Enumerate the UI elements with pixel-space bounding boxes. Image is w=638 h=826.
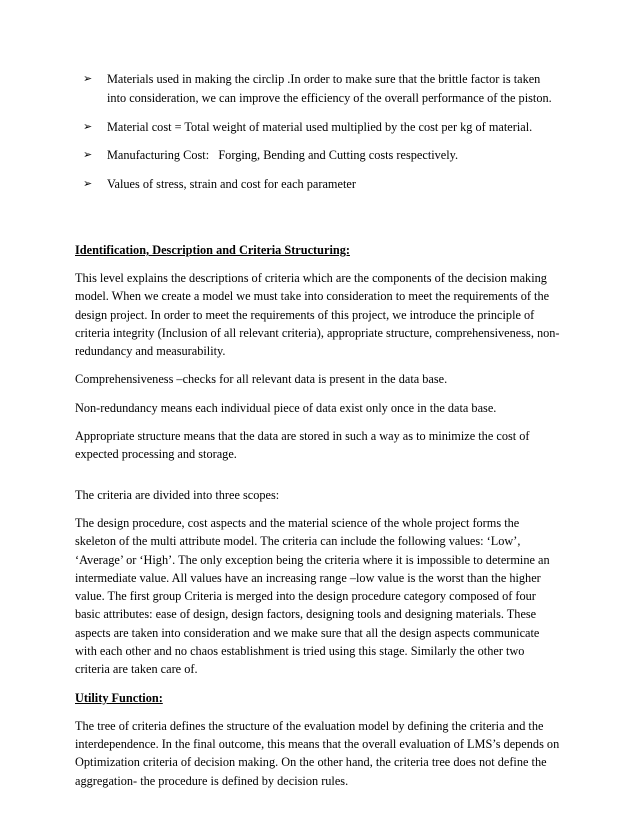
- paragraph-appropriate-structure: Appropriate structure means that the data are stored in such a way as to minimize the cost of expected processing and storage.: [75, 429, 530, 462]
- list-item: [82, 175, 552, 194]
- arrow-bullet-icon: ➢: [83, 120, 93, 133]
- arrow-bullet-icon: ➢: [83, 73, 93, 85]
- bullet-text: Materials used in making the circlip .In order to make sure that the brittle factor is taken into consideration, we can improve the efficiency of the overall performance of the piston.: [107, 72, 552, 105]
- bullet-text: Material cost = Total weight of material used multiplied by the cost per kg of material.: [107, 119, 533, 134]
- paragraph-scopes-intro: The criteria are divided into three scopes:: [75, 487, 280, 502]
- arrow-bullet-icon: ➢: [83, 149, 93, 161]
- section-heading-utility-function: Utility Function:: [75, 690, 163, 705]
- paragraph-comprehensiveness: Comprehensiveness –checks for all relevant data is present in the data base.: [75, 372, 448, 387]
- bullet-list: [82, 70, 552, 203]
- bullet-text: Values of stress, strain and cost for each parameter: [107, 176, 356, 191]
- bullet-text: Manufacturing Cost: Forging, Bending and Cutting costs respectively.: [107, 148, 459, 162]
- paragraph-scopes: The design procedure, cost aspects and the material science of the whole project forms the skeleton of the multi attribute model. The criteria can include the following values: ‘Low’, ‘Average’ or ‘High’. The only exception being the criteria where it is impossible to determine an intermediate value. All values have an increasing range –low value is the worst than the higher value. The first group Criteria is merged into the design procedure category composed of four basic attributes: ease of design, design factors, designing tools and designing materials. These aspects are taken into consideration and we make sure that all the design aspects communicate with each other and no chaos establishment is tried using this stage. Similarly the other two criteria are taken care of.: [75, 515, 550, 677]
- section-heading-identification: Identification, Description and Criteria Structuring:: [75, 243, 350, 257]
- list-item: [82, 118, 552, 137]
- spacer: [75, 474, 561, 486]
- list-item: [82, 70, 552, 108]
- arrow-bullet-icon: ➢: [83, 177, 93, 190]
- list-item: [82, 146, 552, 165]
- paragraph-non-redundancy: Non-redundancy means each individual piece of data exist only once in the data base.: [75, 400, 497, 415]
- paragraph-utility-function: The tree of criteria defines the structure of the evaluation model by defining the criteria and the interdependence. In the final outcome, this means that the overall evaluation of LMS’s depends on Optimization criteria of decision making. On the other hand, the criteria tree does not define the aggregation- the procedure is defined by decision rules.: [75, 718, 560, 788]
- paragraph-level-description: This level explains the descriptions of criteria which are the components of the decision making model. When we create a model we must take into consideration to meet the requirements of the design project. In order to meet the requirements of this project, we introduce the principle of criteria integrity (Inclusion of all relevant criteria), appropriate structure, comprehensiveness, non-redundancy and measurability.: [75, 271, 560, 359]
- document-body: [75, 241, 561, 800]
